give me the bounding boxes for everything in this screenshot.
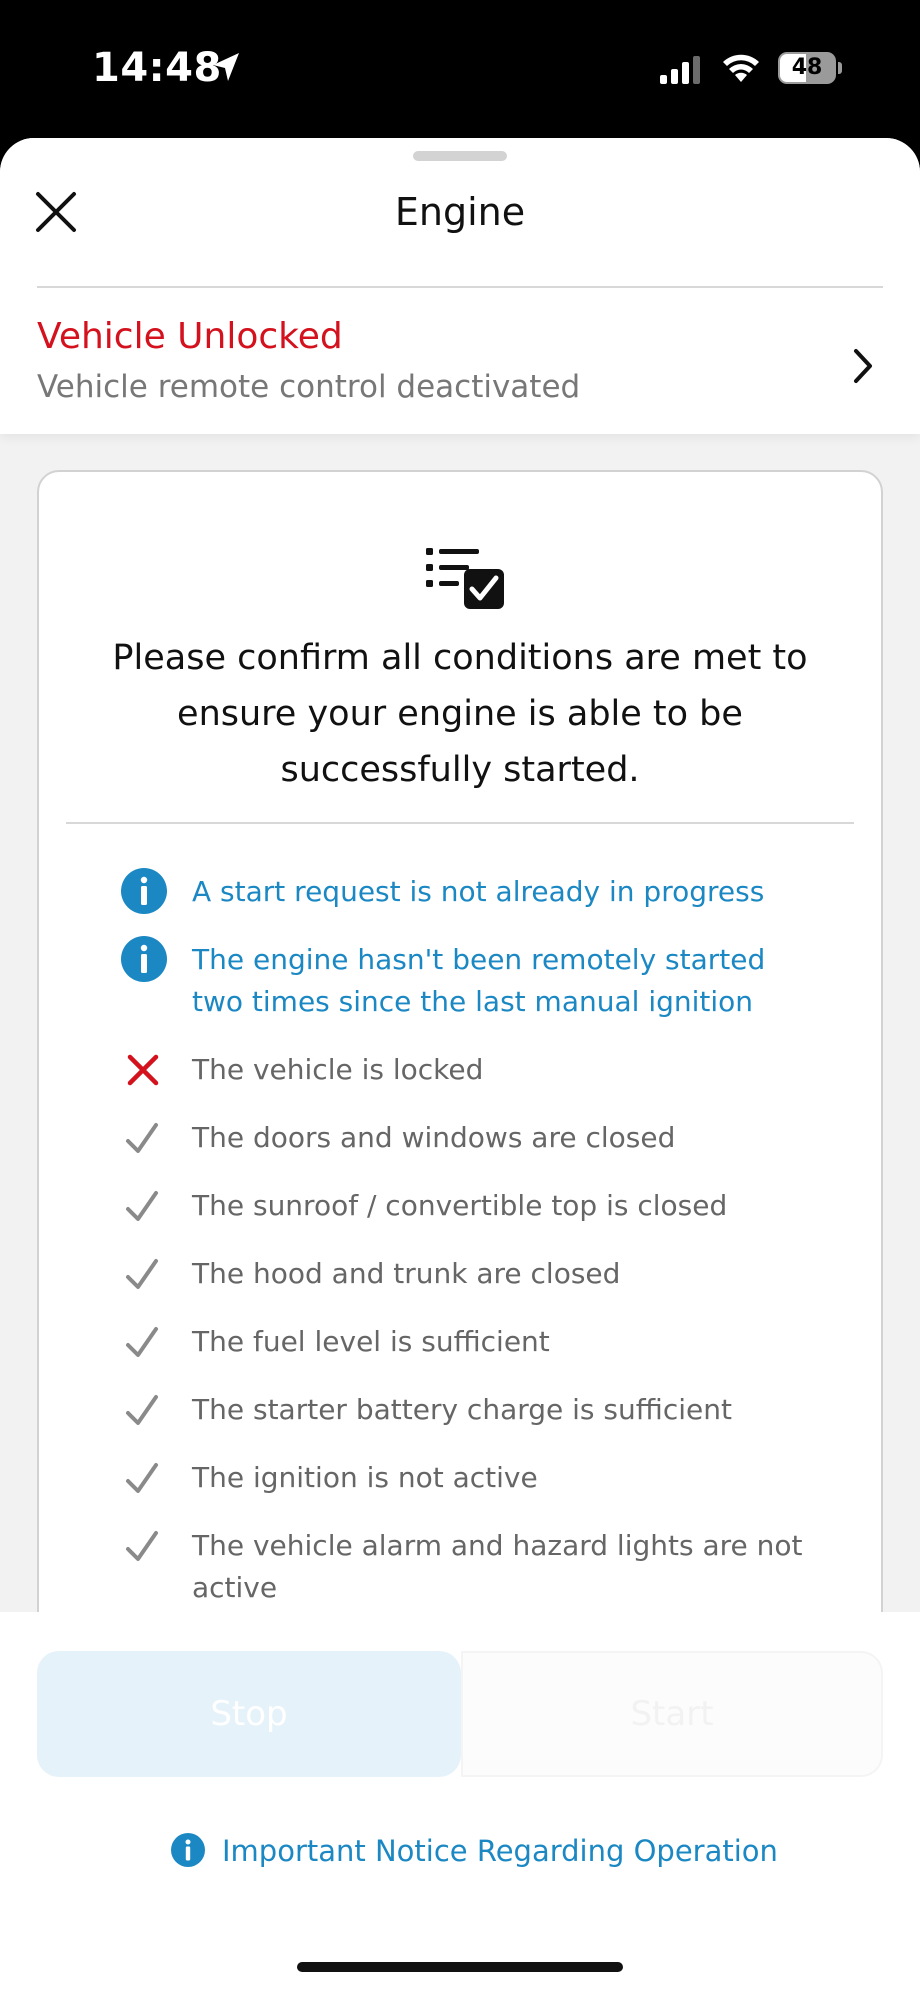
wifi-icon <box>721 52 761 84</box>
page-title: Engine <box>394 190 526 234</box>
condition-text: The sunroof / convertible top is closed <box>192 1189 728 1222</box>
card-heading: Please confirm all conditions are met to ensure your engine is able to be successfully started. <box>112 638 808 790</box>
engine-action-buttons <box>37 1651 883 1777</box>
info-icon <box>170 1832 206 1868</box>
vehicle-status-subtitle: Vehicle remote control deactivated <box>37 369 581 405</box>
location-arrow-icon <box>210 50 242 84</box>
info-icon <box>120 935 168 983</box>
chevron-right-icon[interactable] <box>848 346 878 386</box>
check-icon <box>120 1521 168 1569</box>
important-notice-label: Important Notice Regarding Operation <box>222 1834 778 1868</box>
condition-text: The starter battery charge is sufficient <box>192 1393 732 1426</box>
cellular-signal-icon <box>660 56 702 84</box>
start-button[interactable]: Start <box>461 1651 883 1777</box>
condition-text: The doors and windows are closed <box>192 1121 676 1154</box>
sheet-grabber[interactable] <box>413 151 507 161</box>
stop-button[interactable]: Stop <box>37 1651 461 1777</box>
condition-text: The hood and trunk are closed <box>192 1257 621 1290</box>
close-icon[interactable] <box>30 186 82 238</box>
status-time: 14:48 <box>92 45 222 91</box>
check-icon <box>120 1181 168 1229</box>
check-icon <box>120 1317 168 1365</box>
condition-text: The vehicle alarm and hazard lights are not active <box>192 1529 803 1604</box>
check-icon <box>120 1113 168 1161</box>
home-indicator <box>297 1962 623 1972</box>
condition-text: The fuel level is sufficient <box>192 1325 550 1358</box>
battery-level: 48 <box>791 55 823 80</box>
cross-icon <box>120 1045 168 1093</box>
important-notice-link[interactable] <box>170 1828 778 1874</box>
check-icon <box>120 1249 168 1297</box>
checklist-icon <box>424 545 506 611</box>
check-icon <box>120 1385 168 1433</box>
condition-text: The vehicle is locked <box>192 1053 484 1086</box>
condition-text: A start request is not already in progress <box>192 875 765 908</box>
info-icon <box>120 867 168 915</box>
condition-text: The ignition is not active <box>192 1461 538 1494</box>
condition-text: The engine hasn't been remotely started two times since the last manual ignition <box>192 943 766 1018</box>
vehicle-status-title: Vehicle Unlocked <box>37 316 343 357</box>
card-divider <box>66 822 854 824</box>
status-bar <box>0 0 920 140</box>
check-icon <box>120 1453 168 1501</box>
vehicle-status-row[interactable] <box>0 288 920 434</box>
battery-icon <box>778 52 842 84</box>
